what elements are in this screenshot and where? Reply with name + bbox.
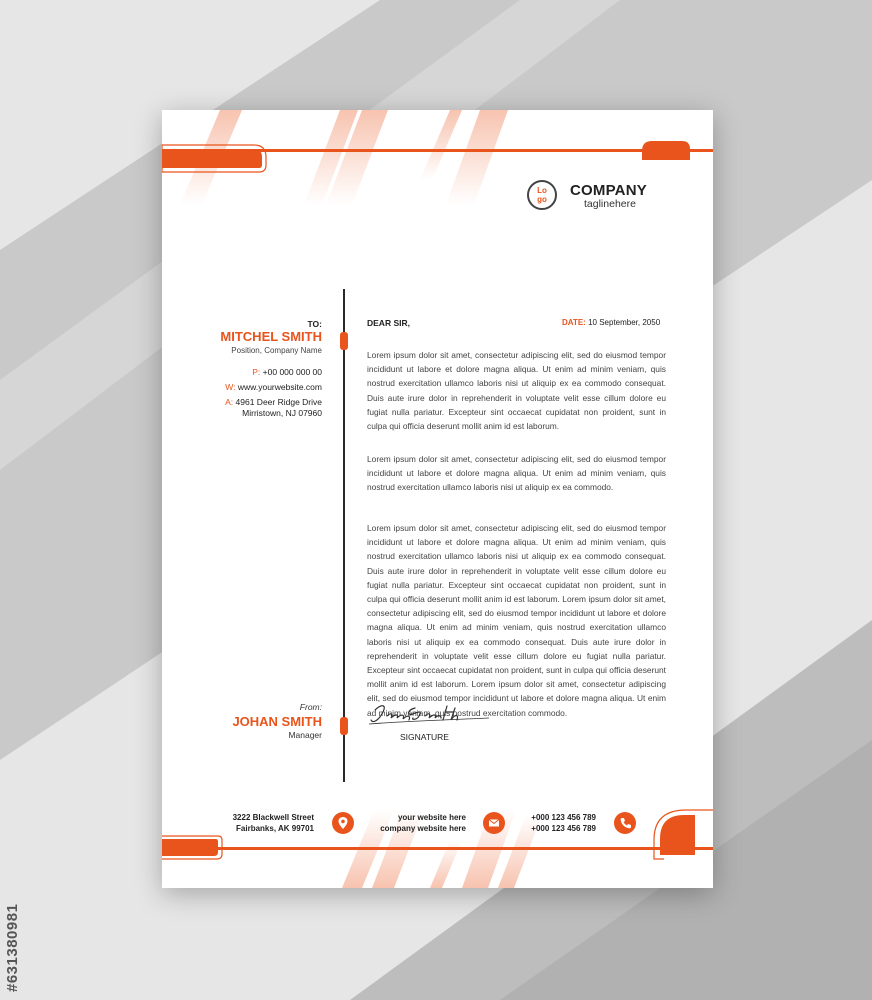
body-paragraph-2: Lorem ipsum dolor sit amet, consectetur adipiscing elit, sed do eiusmod tempor incididunt ut labore et dolore magna aliqua. Ut enim ad minim veniam, quis nostrud exercitation ullamco laboris nisi ut aliquip ex ea commodo.	[367, 454, 666, 493]
phone-icon	[614, 812, 636, 834]
sender-name: JOHAN SMITH	[232, 714, 322, 729]
address-key: A:	[225, 397, 234, 407]
footer-address	[222, 813, 314, 834]
body-paragraph-1: Lorem ipsum dolor sit amet, consectetur adipiscing elit, sed do eiusmod tempor incididunt ut labore et dolore magna aliqua. Ut enim ad minim veniam, quis nostrud exercitation ullamco laboris nisi ut aliquip ex ea commodo consequat. Duis aute irure dolor in reprehenderit in voluptate velit esse cillum dolore eu fugiat nulla pariatur. Excepteur sint occaecat cupidatat non proident, sunt in culpa qui officia deserunt mollit anim id est laborum.	[367, 350, 666, 432]
footer-address-line1: 3222 Blackwell Street	[232, 813, 314, 822]
footer-website-1: your website here	[397, 813, 466, 822]
letter-date	[562, 318, 660, 327]
company-name: COMPANY	[570, 182, 647, 199]
recipient-name: MITCHEL SMITH	[220, 329, 322, 344]
recipient-phone	[162, 367, 322, 377]
divider-marker-top	[340, 332, 348, 350]
signature	[367, 700, 492, 728]
date-value: 10 September, 2050	[588, 318, 661, 327]
to-label: TO:	[307, 319, 322, 329]
recipient-address-line2: Mirristown, NJ 07960	[242, 408, 322, 418]
stock-id-text: #631380981	[4, 903, 21, 992]
recipient-address	[162, 397, 322, 407]
footer-phone-1: +000 123 456 789	[531, 813, 596, 822]
letterhead-page	[162, 110, 713, 888]
footer-address-line2: Fairbanks, AK 99701	[236, 823, 314, 833]
stock-id-watermark	[0, 752, 40, 992]
company-tagline: taglinehere	[584, 198, 636, 210]
sender-position: Manager	[288, 730, 322, 740]
company-logo	[527, 180, 557, 210]
location-pin-icon	[332, 812, 354, 834]
phone-key: P:	[252, 367, 261, 377]
body-paragraph-3: Lorem ipsum dolor sit amet, consectetur adipiscing elit, sed do eiusmod tempor incididunt ut labore et dolore magna aliqua. Ut enim ad minim veniam, quis nostrud exercitation ullamco laboris nisi ut aliquip ex ea commodo consequat. Duis aute irure dolor in reprehenderit in voluptate velit esse cillum dolore eu fugiat nulla pariatur. Excepteur sint occaecat cupidatat non proident, sunt in culpa qui officia deserunt mollit anim id est laborum. Lorem ipsum dolor sit amet, consectetur adipiscing elit, sed do eiusmod tempor incididunt ut labore et dolore magna aliqua. Ut enim ad minim veniam, quis nostrud exercitation ullamco laboris nisi ut aliquip ex ea commodo consequat. Duis aute irure dolor in reprehenderit in voluptate velit esse cillum dolore eu fugiat nulla pariatur. Excepteur sint occaecat cupidatat non proident, sunt in culpa qui officia deserunt mollit anim id est laborum. Lorem ipsum dolor sit amet, consectetur adipiscing elit, sed do eiusmod tempor incididunt ut labore et dolore magna aliqua. Ut enim ad minim veniam, quis nostrud exercitation commodo.	[367, 523, 666, 718]
recipient-website	[162, 382, 322, 392]
vertical-divider	[343, 289, 345, 782]
decorative-frame	[162, 110, 713, 888]
signature-label: SIGNATURE	[400, 732, 449, 742]
web-value: www.yourwebsite.com	[237, 382, 322, 392]
footer-phone-2: +000 123 456 789	[531, 823, 596, 833]
footer-websites	[362, 813, 466, 834]
web-key: W:	[225, 382, 236, 392]
envelope-icon	[483, 812, 505, 834]
greeting: DEAR SIR,	[367, 318, 410, 328]
divider-marker-bottom	[340, 717, 348, 735]
phone-value: +00 000 000 00	[262, 367, 322, 377]
logo-text: Lo go	[537, 186, 547, 204]
footer-website-2: company website here	[380, 823, 466, 833]
recipient-position: Position, Company Name	[231, 346, 322, 355]
address-line1: 4961 Deer Ridge Drive	[235, 397, 322, 407]
footer-phones	[504, 813, 596, 834]
date-key: DATE:	[562, 318, 586, 327]
from-label: From:	[299, 702, 322, 712]
